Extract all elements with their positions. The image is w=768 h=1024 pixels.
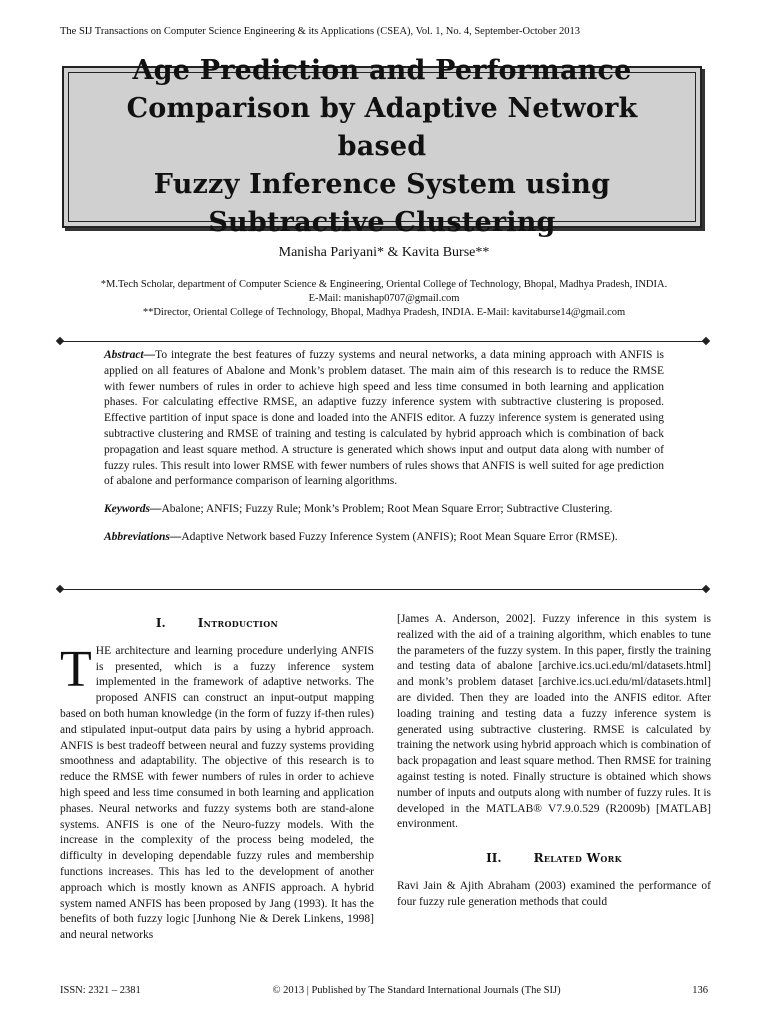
- title-box: [62, 55, 702, 238]
- section-number: I.: [155, 616, 166, 630]
- left-column: [60, 612, 374, 944]
- keywords-text: Abalone; ANFIS; Fuzzy Rule; Monk’s Problem; Root Mean Square Error; Subtractive Clustering.: [161, 503, 613, 516]
- affiliation-email: E-Mail: manishap0707@gmail.com: [308, 293, 460, 304]
- rule-diamond-right: [702, 337, 710, 345]
- related-work-paragraph: Ravi Jain & Ajith Abraham (2003) examined the performance of four fuzzy rule generation methods that could: [397, 879, 711, 908]
- bottom-rule: [60, 589, 706, 590]
- drop-cap: T: [60, 640, 92, 698]
- abstract-label: Abstract—: [104, 349, 156, 361]
- title-line-1: Age Prediction and Performance: [132, 55, 632, 86]
- page-number: 136: [692, 985, 708, 996]
- title-line-2: Comparison by Adaptive Network based: [126, 93, 638, 162]
- authors: Manisha Pariyani* & Kavita Burse**: [278, 245, 490, 260]
- section-title: Related Work: [533, 851, 622, 866]
- paper-title: [82, 52, 682, 242]
- abstract-text: To integrate the best features of fuzzy systems and neural networks, a data mining approach with ANFIS is applied on all features of Abalone and Monk’s problem dataset. The main aim of this research is to reduce the RMSE with fewer numbers of rules in order to achieve high speed and less time consumed in both learning and application phases. For calculating effective RMSE, an adaptive fuzzy inference system with subtractive clustering is proposed. Effective partition of input space is done and loaded into the ANFIS editor. A fuzzy inference system is generated using subtractive clustering and RMSE of training and testing is calculated by hybrid approach which is combination of back propagation and least square method. A structure is generated which shows input and output data along with number of fuzzy rules. This result into lower RMSE with fewer numbers of rules shows that ANFIS is well suited for age prediction of abalone and performance comparison of learning algorithms.: [104, 349, 664, 488]
- footer-publisher: © 2013 | Published by The Standard International Journals (The SIJ): [272, 985, 561, 996]
- top-rule: [60, 341, 706, 342]
- affiliation-1: *M.Tech Scholar, department of Computer Science & Engineering, Oriental College of Technology, Bhopal, Madhya Pradesh, INDIA.: [100, 279, 668, 290]
- abbreviations-label: Abbreviations—: [104, 530, 182, 543]
- rule-diamond-left-bottom: [56, 585, 64, 593]
- section-title: Introduction: [197, 616, 279, 630]
- abbreviations-text: Adaptive Network based Fuzzy Inference System (ANFIS); Root Mean Square Error (RMSE).: [181, 530, 618, 543]
- abstract: [104, 348, 664, 490]
- section-number: II.: [486, 851, 502, 866]
- section-heading-introduction: [60, 616, 374, 632]
- rule-diamond-left: [56, 337, 64, 345]
- title-line-3: Fuzzy Inference System using: [153, 169, 611, 200]
- right-column: [397, 612, 711, 911]
- abbreviations: [104, 530, 664, 546]
- footer-issn: ISSN: 2321 – 2381: [60, 985, 141, 996]
- keywords-label: Keywords—: [104, 503, 162, 516]
- introduction-text: HE architecture and learning procedure underlying ANFIS is presented, which is a fuzzy inference system implemented in the framework of adaptive networks. The proposed ANFIS can construct an input-output mapping based on both human knowledge (in the form of fuzzy if-then rules) and stipulated input-output data pairs by using a hybrid approach. ANFIS is best tradeoff between neural and fuzzy systems providing smoothness and adaptability. The objective of this research is to reduce the RMSE with fewer numbers of rules in order to achieve high speed and less time consumed in both learning and application phases. Neural networks and fuzzy systems both are stand-alone systems. ANFIS is one of the Neuro-fuzzy models. With the increase in the complexity of the process being modeled, the difficulty in developing dependable fuzzy rules and membership functions increases. This has led to the development of another approach which is mostly known as ANFIS approach. A hybrid system named ANFIS has been proposed by Jang (1993). It has the benefits of both fuzzy logic [Junhong Nie & Derek Linkens, 1998] and neural networks: [60, 644, 374, 942]
- page-footer: [60, 985, 708, 996]
- keywords: [104, 502, 664, 518]
- title-line-4: Subtractive Clustering: [208, 207, 556, 238]
- section-heading-related-work: [397, 851, 711, 867]
- affiliation-2: **Director, Oriental College of Technology, Bhopal, Madhya Pradesh, INDIA. E-Mail: kavitaburse14@gmail.com: [142, 307, 626, 318]
- introduction-continued: [James A. Anderson, 2002]. Fuzzy inference in this system is realized with the aid of a training algorithm, which enables to tune the parameters of the fuzzy system. In this paper, firstly the training and testing data of abalone [archive.ics.uci.edu/ml/datasets.html] and monk’s problem dataset [archive.ics.uci.edu/ml/datasets.html] are divided. Then they are loaded into the ANFIS editor. After loading training and testing data a fuzzy inference system is generated using subtractive clustering. RMSE is calculated by training the network using hybrid approach which is combination of back propagation and least square method. Then RMSE for training against testing is noted. Finally structure is obtained which shows number of inputs and outputs along with number of fuzzy rules. It is developed in the MATLAB® V7.9.0.529 (R2009b) [MATLAB] environment.: [397, 613, 711, 831]
- introduction-paragraph: [60, 640, 374, 944]
- rule-diamond-right-bottom: [702, 585, 710, 593]
- abstract-block: [104, 348, 664, 558]
- running-header: The SIJ Transactions on Computer Science Engineering & its Applications (CSEA), Vol. 1, No. 4, September-October 2013: [60, 26, 580, 37]
